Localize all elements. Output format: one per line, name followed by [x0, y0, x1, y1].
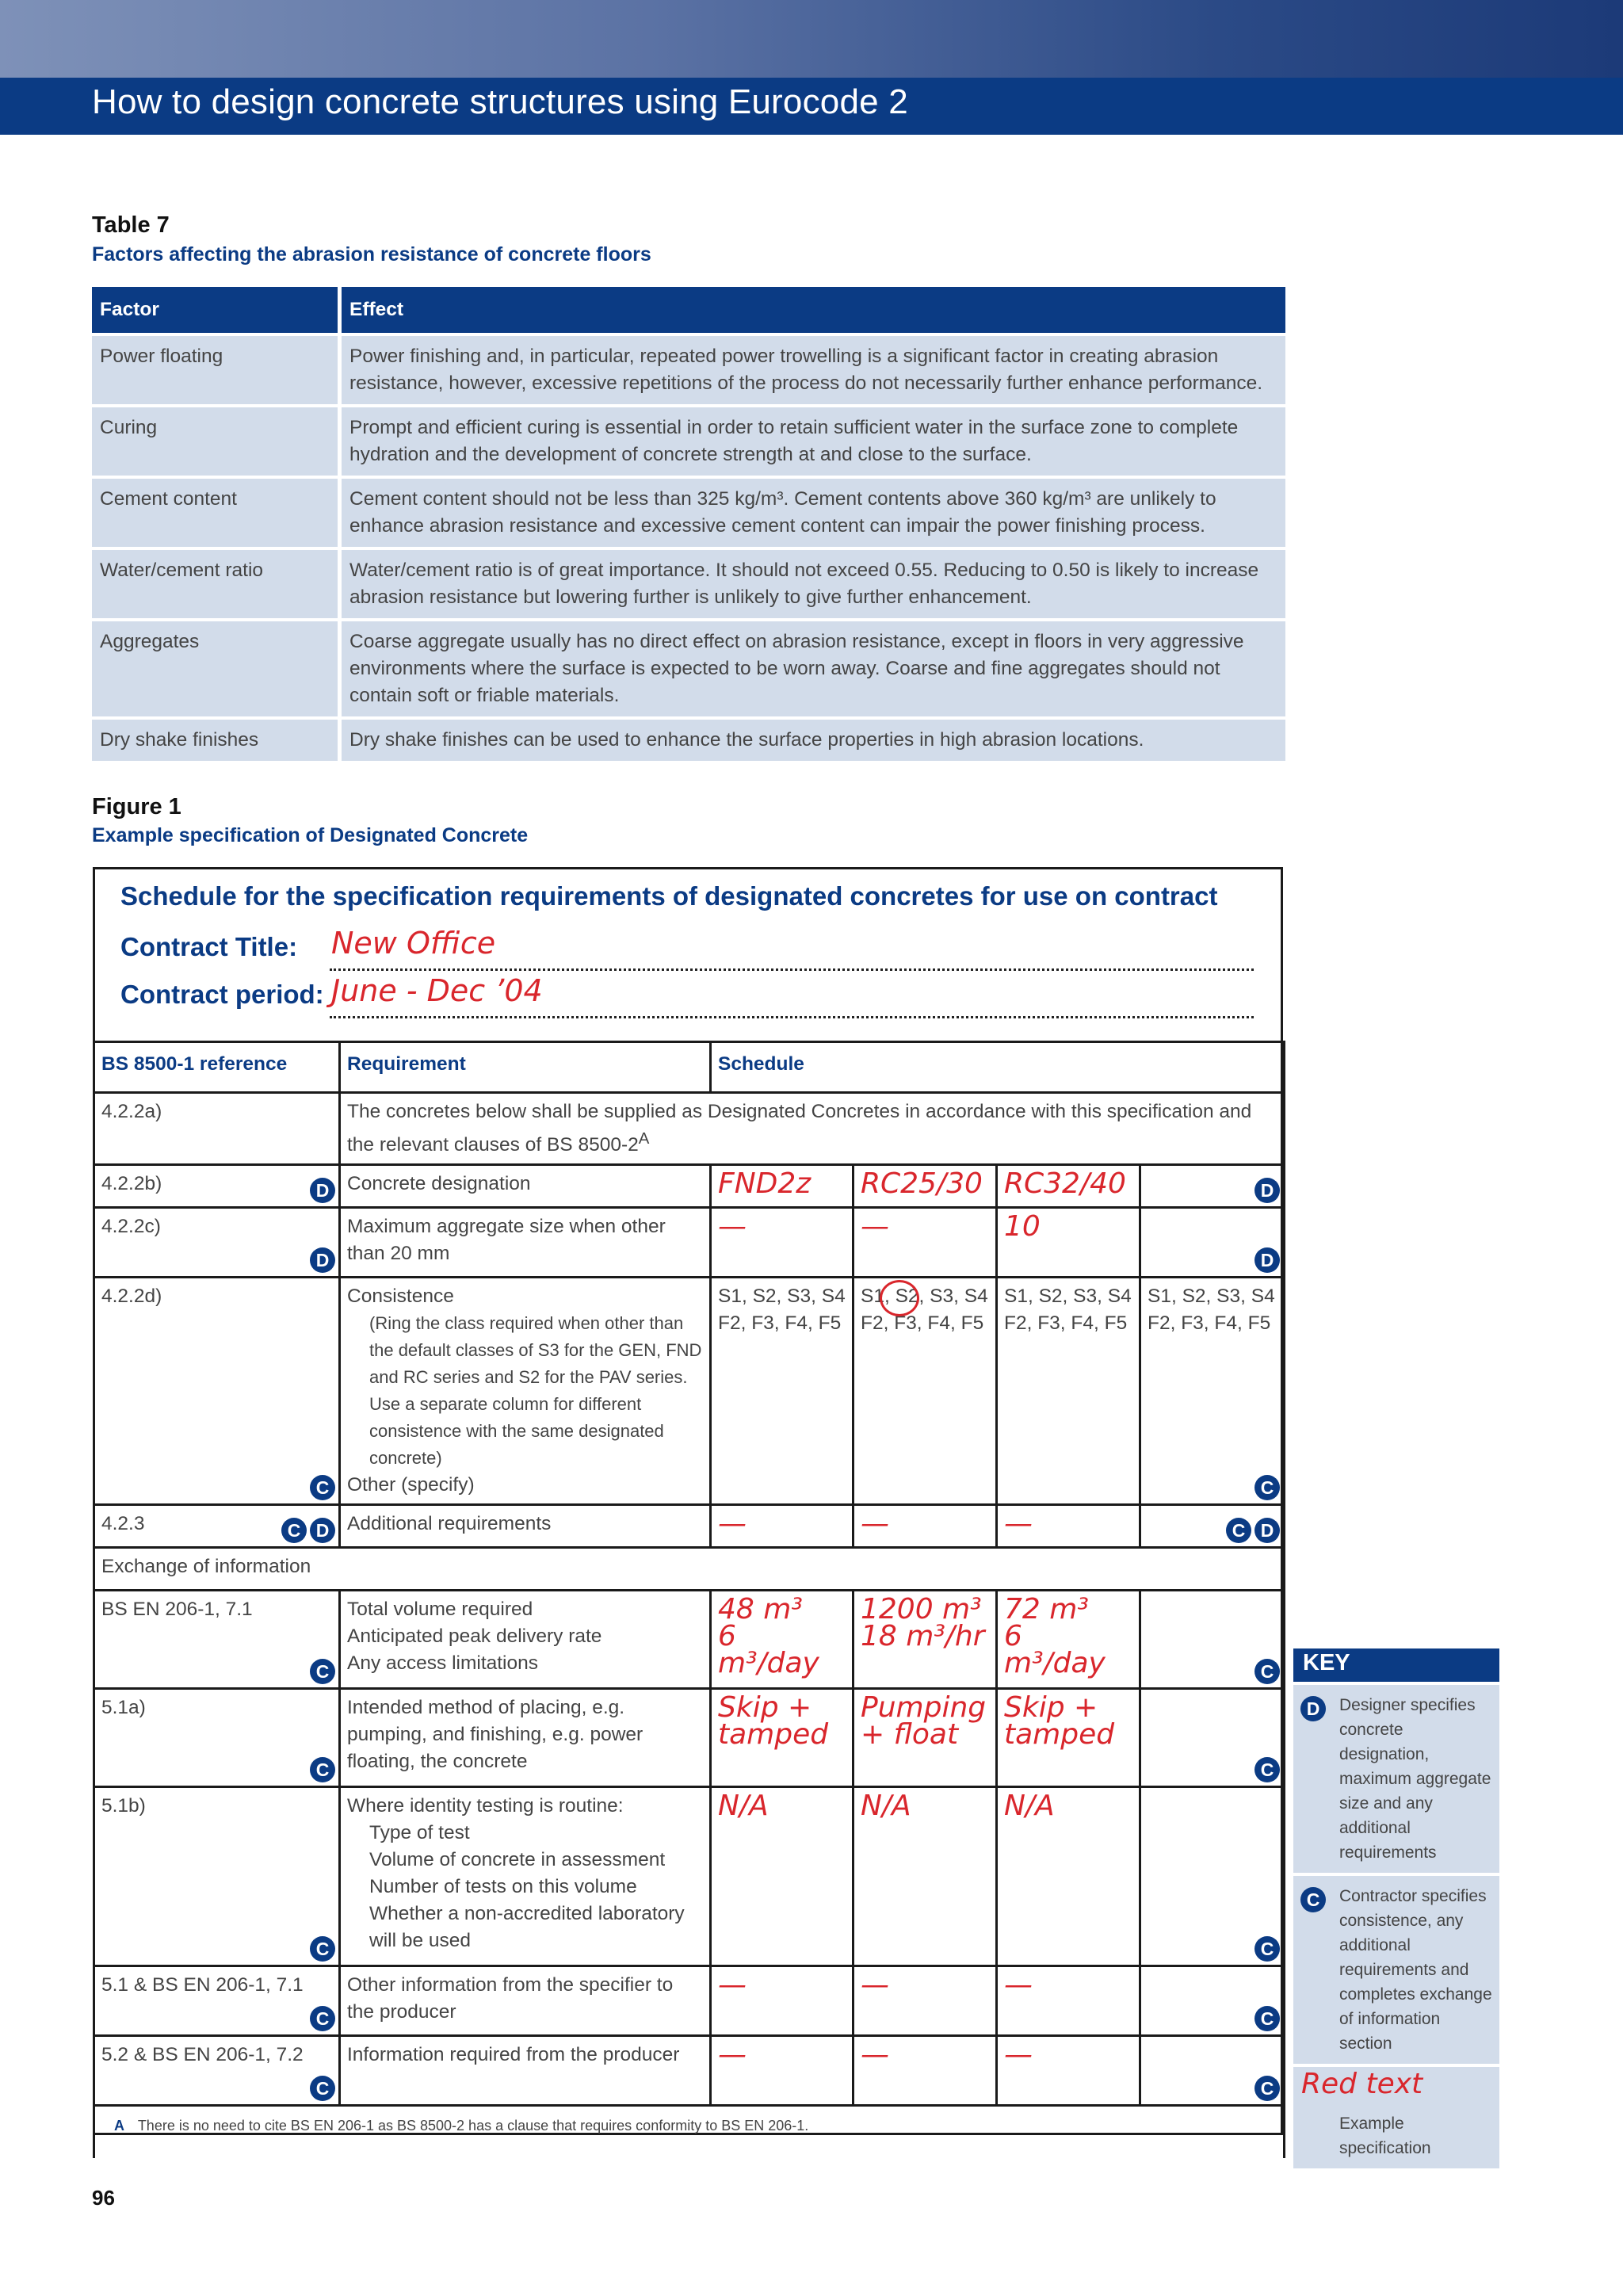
- contractor-badge: C: [1254, 1659, 1280, 1684]
- factor-cell: Aggregates: [92, 621, 342, 716]
- schedule-value: —: [854, 2036, 997, 2106]
- key-designer-text: Designer specifies concrete designation, maximum aggregate size and any additional requirements: [1339, 1696, 1491, 1862]
- contractor-badge: C: [310, 1936, 335, 1962]
- table-row: [94, 1689, 1285, 1787]
- contract-title-value: New Office: [331, 926, 496, 961]
- reference-cell: [94, 1591, 340, 1689]
- flow-classes: F2, F3, F4, F5: [1148, 1312, 1271, 1335]
- designer-badge: D: [310, 1247, 335, 1273]
- schedule-value: [1140, 1787, 1285, 1966]
- footnote-text: There is no need to cite BS EN 206-1 as BS 8500-2 has a clause that requires conformity to BS EN 206-1.: [137, 2118, 809, 2134]
- page-header-title: How to design concrete structures using Eurocode 2: [92, 82, 908, 121]
- requirement-cell: Intended method of placing, e.g. pumping, and finishing, e.g. power floating, the concrete: [340, 1689, 711, 1787]
- column-header-requirement: Requirement: [340, 1042, 711, 1093]
- designer-badge: D: [1254, 1178, 1280, 1203]
- schedule-value: [1140, 1689, 1285, 1787]
- contractor-badge: C: [1226, 1518, 1251, 1543]
- schedule-value: —: [711, 1208, 854, 1278]
- factor-cell: Power floating: [92, 336, 342, 404]
- contractor-badge: C: [1254, 1757, 1280, 1782]
- reference-text: 5.1a): [101, 1697, 146, 1719]
- reference-cell: 4.2.2a): [94, 1093, 340, 1165]
- schedule-value: —: [711, 2036, 854, 2106]
- effect-cell: Water/cement ratio is of great importance. It should not exceed 0.55. Reducing to 0.50 is likely to increase abrasion resistance but lowering further is unlikely to give further enhancement.: [342, 550, 1285, 618]
- reference-cell: [94, 1505, 340, 1548]
- volume-value: 72 m³: [1004, 1593, 1089, 1626]
- schedule-value: [997, 1591, 1140, 1689]
- table-row: [94, 1787, 1285, 1966]
- table-row: [92, 550, 1285, 618]
- schedule-value: —: [997, 1505, 1140, 1548]
- schedule-value: [854, 1591, 997, 1689]
- flow-classes: F2, F3, F4, F5: [718, 1312, 842, 1335]
- contractor-badge: C: [1254, 1936, 1280, 1962]
- requirement-line: Anticipated peak delivery rate: [347, 1626, 602, 1648]
- factor-cell: Curing: [92, 407, 342, 476]
- requirement-cell: [340, 1787, 711, 1966]
- table-row: [92, 720, 1285, 761]
- table-row: [94, 2036, 1285, 2106]
- test-item: Whether a non-accredited laboratory will be used: [369, 1903, 685, 1952]
- key-title: KEY: [1293, 1648, 1499, 1682]
- reference-text: 4.2.2d): [101, 1286, 162, 1308]
- contractor-badge: C: [310, 2006, 335, 2031]
- slump-classes: S1, S2, S3, S4: [1148, 1286, 1275, 1308]
- contractor-badge: C: [310, 1757, 335, 1782]
- table-row: [92, 621, 1285, 716]
- schedule-value: N/A: [854, 1787, 997, 1966]
- reference-cell: [94, 1278, 340, 1505]
- schedule-value: Skip + tamped: [997, 1689, 1140, 1787]
- schedule-header-row: [94, 1042, 1285, 1093]
- designer-badge: D: [1300, 1696, 1326, 1721]
- effect-cell: Prompt and efficient curing is essential in order to retain sufficient water in the surface zone to complete hydration and the development of concrete strength at and close to the surface.: [342, 407, 1285, 476]
- table-row: [94, 1208, 1285, 1278]
- figure-caption: Example specification of Designated Concrete: [92, 824, 529, 846]
- table-row: [94, 1505, 1285, 1548]
- reference-text: 5.1b): [101, 1795, 146, 1817]
- table-label: Table 7: [92, 212, 170, 238]
- delivery-rate-value: 6 m³/day: [718, 1620, 819, 1680]
- reference-cell: [94, 2036, 340, 2106]
- effect-cell: Power finishing and, in particular, repeated power trowelling is a significant factor in creating abrasion resistance, however, excessive repetitions of the process do not necessarily further enhance performance.: [342, 336, 1285, 404]
- test-item: Type of test: [369, 1822, 470, 1844]
- consistence-note: (Ring the class required when other than the default classes of S3 for the GEN, FND and RC series and S2 for the PAV series. Use a separate column for different consistence with the same designated concrete): [369, 1313, 702, 1469]
- schedule-value: Pumping + float: [854, 1689, 997, 1787]
- contractor-badge: C: [281, 1518, 307, 1543]
- slump-classes: S1, S2, S3, S4: [718, 1286, 846, 1308]
- reference-cell: [94, 1787, 340, 1966]
- schedule-value: [1140, 1505, 1285, 1548]
- footnote-letter: A: [114, 2118, 124, 2134]
- reference-text: BS EN 206-1, 7.1: [101, 1599, 253, 1621]
- abrasion-factors-table: [92, 284, 1285, 764]
- reference-text: 4.2.2c): [101, 1216, 161, 1238]
- other-specify: Other (specify): [347, 1474, 475, 1496]
- requirement-text: Where identity testing is routine:: [347, 1795, 624, 1817]
- volume-value: 48 m³: [718, 1593, 803, 1626]
- contractor-badge: C: [1254, 1475, 1280, 1500]
- table-row: [92, 336, 1285, 404]
- table-row: [94, 1093, 1285, 1165]
- designer-badge: D: [310, 1518, 335, 1543]
- figure-label: Figure 1: [92, 794, 181, 819]
- reference-cell: [94, 1689, 340, 1787]
- table-row: [92, 407, 1285, 476]
- schedule-value: N/A: [711, 1787, 854, 1966]
- schedule-value: —: [711, 1966, 854, 2036]
- key-red-text: [1293, 2067, 1499, 2168]
- effect-cell: Coarse aggregate usually has no direct effect on abrasion resistance, except in floors in very aggressive environments where the surface is expected to be worn away. Coarse and fine aggregates should not contain soft or friable materials.: [342, 621, 1285, 716]
- requirement-cell: Additional requirements: [340, 1505, 711, 1548]
- schedule-value: FND2z: [711, 1165, 854, 1208]
- reference-text: 4.2.2b): [101, 1173, 162, 1195]
- schedule-value: 10: [997, 1208, 1140, 1278]
- column-header-effect: Effect: [342, 287, 1285, 333]
- requirement-line: Any access limitations: [347, 1652, 539, 1675]
- requirement-cell: Other information from the specifier to the producer: [340, 1966, 711, 2036]
- requirement-cell: [340, 1591, 711, 1689]
- footnote-cell: [94, 2106, 1285, 2158]
- schedule-value: RC32/40: [997, 1165, 1140, 1208]
- contractor-badge: C: [1300, 1887, 1326, 1912]
- key-contractor: [1293, 1876, 1499, 2064]
- column-header-factor: Factor: [92, 287, 342, 333]
- schedule-value: —: [997, 1966, 1140, 2036]
- specification-schedule-table: [93, 1041, 1285, 2158]
- schedule-value: —: [997, 2036, 1140, 2106]
- schedule-value: [1140, 1278, 1285, 1505]
- designer-badge: D: [1254, 1247, 1280, 1273]
- footnote-marker: A: [638, 1130, 650, 1148]
- requirement-cell: Concrete designation: [340, 1165, 711, 1208]
- schedule-value: —: [854, 1208, 997, 1278]
- contract-period-value: June - Dec ’04: [331, 973, 543, 1008]
- reference-text: 5.2 & BS EN 206-1, 7.2: [101, 2044, 304, 2066]
- schedule-value: [997, 1278, 1140, 1505]
- red-text-sample: Red text: [1301, 2068, 1423, 2100]
- section-row: [94, 1548, 1285, 1591]
- column-header-reference: BS 8500-1 reference: [94, 1042, 340, 1093]
- page-number: 96: [92, 2186, 115, 2210]
- test-item: Volume of concrete in assessment: [369, 1849, 666, 1871]
- schedule-value: [711, 1591, 854, 1689]
- reference-cell: [94, 1208, 340, 1278]
- table-row: [94, 1591, 1285, 1689]
- requirement-cell: [340, 1093, 1285, 1165]
- exchange-heading: Exchange of information: [94, 1548, 1285, 1591]
- table-caption: Factors affecting the abrasion resistance of concrete floors: [92, 243, 651, 266]
- factor-cell: Water/cement ratio: [92, 550, 342, 618]
- schedule-value: [1140, 1208, 1285, 1278]
- key-designer: [1293, 1685, 1499, 1873]
- contractor-badge: C: [1254, 2006, 1280, 2031]
- reference-text: 4.2.3: [101, 1513, 145, 1535]
- table-row: [94, 1165, 1285, 1208]
- contract-title-label: Contract Title:: [120, 932, 298, 961]
- factor-cell: Dry shake finishes: [92, 720, 342, 761]
- contractor-badge: C: [310, 1475, 335, 1500]
- schedule-value: —: [854, 1505, 997, 1548]
- footnote-row: [94, 2106, 1285, 2158]
- schedule-value: [1140, 1591, 1285, 1689]
- key-panel: [1293, 1648, 1499, 2168]
- designer-badge: D: [310, 1178, 335, 1203]
- header-gradient-bar: [0, 0, 1623, 78]
- schedule-value: [854, 1278, 997, 1505]
- requirement-cell: [340, 1278, 711, 1505]
- delivery-rate-value: 18 m³/hr: [861, 1620, 985, 1653]
- schedule-value: —: [711, 1505, 854, 1548]
- slump-classes: S1, S2, S3, S4: [861, 1286, 988, 1308]
- contractor-badge: C: [1254, 2076, 1280, 2101]
- schedule-value: —: [854, 1966, 997, 2036]
- schedule-title: Schedule for the specification requirements of designated concretes for use on contract: [120, 881, 1218, 911]
- table-row: [94, 1278, 1285, 1505]
- schedule-value: [1140, 1165, 1285, 1208]
- dotted-line: [330, 1016, 1254, 1018]
- schedule-value: RC25/30: [854, 1165, 997, 1208]
- column-header-schedule: Schedule: [711, 1042, 1285, 1093]
- requirement-line: Total volume required: [347, 1599, 533, 1621]
- requirement-text: Consistence: [347, 1286, 454, 1308]
- table-header-row: [92, 287, 1285, 333]
- key-contractor-text: Contractor specifies consistence, any additional requirements and completes exchange of information section: [1339, 1887, 1492, 2053]
- effect-cell: Dry shake finishes can be used to enhance the surface properties in high abrasion locations.: [342, 720, 1285, 761]
- dotted-line: [330, 968, 1254, 971]
- schedule-value: N/A: [997, 1787, 1140, 1966]
- requirement-cell: Information required from the producer: [340, 2036, 711, 2106]
- factor-cell: Cement content: [92, 479, 342, 547]
- requirement-text: The concretes below shall be supplied as Designated Concretes in accordance with this specification and the relevant clauses of BS 8500-2: [347, 1101, 1252, 1156]
- reference-cell: [94, 1966, 340, 2036]
- delivery-rate-value: 6 m³/day: [1004, 1620, 1106, 1680]
- reference-cell: [94, 1165, 340, 1208]
- designer-badge: D: [1254, 1518, 1280, 1543]
- volume-value: 1200 m³: [861, 1593, 982, 1626]
- key-red-description: Example specification: [1339, 2115, 1431, 2157]
- reference-text: 5.1 & BS EN 206-1, 7.1: [101, 1974, 304, 1996]
- slump-classes: S1, S2, S3, S4: [1004, 1286, 1132, 1308]
- flow-classes: F2, F3, F4, F5: [1004, 1312, 1128, 1335]
- effect-cell: Cement content should not be less than 325 kg/m³. Cement contents above 360 kg/m³ are unlikely to enhance abrasion resistance and excessive cement content can impair the power finishing process.: [342, 479, 1285, 547]
- contractor-badge: C: [310, 1659, 335, 1684]
- schedule-value: [1140, 1966, 1285, 2036]
- schedule-value: Skip + tamped: [711, 1689, 854, 1787]
- table-row: [94, 1966, 1285, 2036]
- schedule-value: [711, 1278, 854, 1505]
- test-item: Number of tests on this volume: [369, 1876, 637, 1898]
- schedule-value: [1140, 2036, 1285, 2106]
- selected-class-ring: [880, 1280, 919, 1316]
- requirement-cell: Maximum aggregate size when other than 20 mm: [340, 1208, 711, 1278]
- flow-classes: F2, F3, F4, F5: [861, 1312, 984, 1335]
- contract-period-label: Contract period:: [120, 980, 324, 1009]
- table-row: [92, 479, 1285, 547]
- contractor-badge: C: [310, 2076, 335, 2101]
